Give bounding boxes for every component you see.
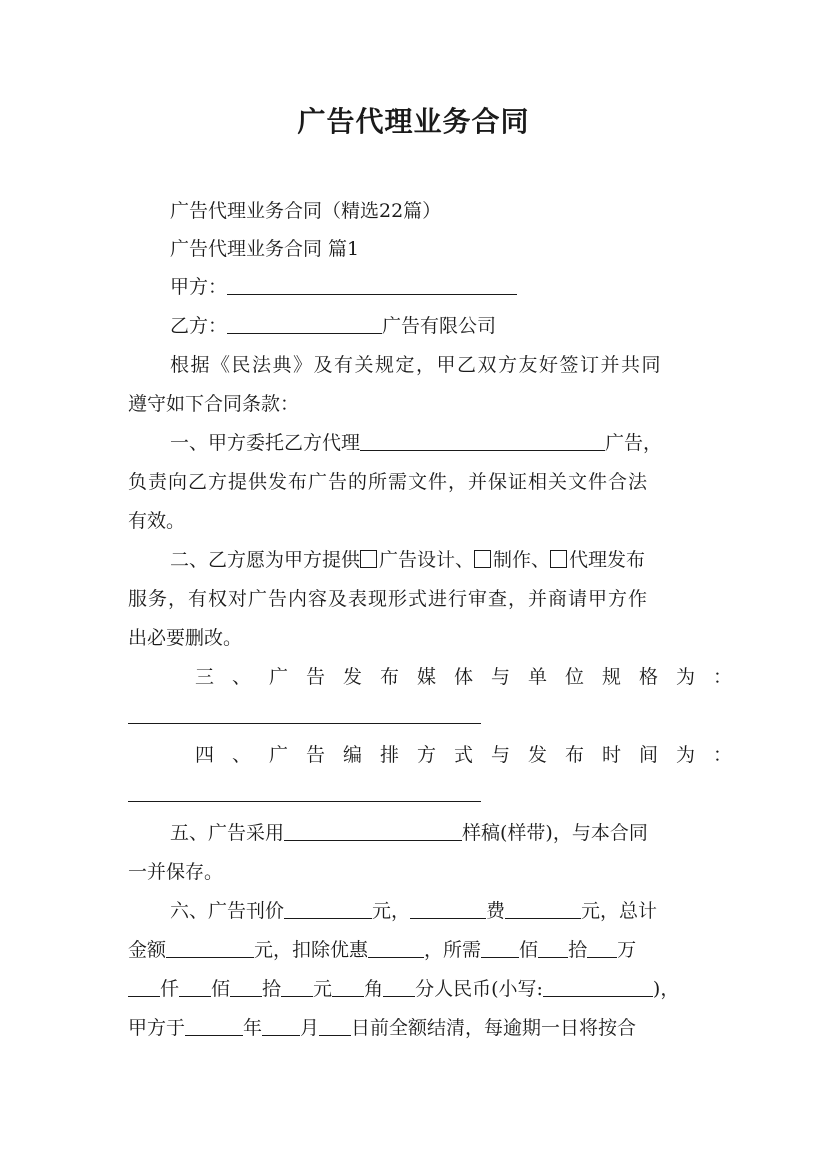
section-heading: 广告代理业务合同 篇1 xyxy=(170,238,360,260)
clause4-heading: 四、广告编排方式与发布时间为： xyxy=(195,744,751,766)
party-a-line xyxy=(170,268,745,306)
party-a-label: 甲方： xyxy=(170,276,228,298)
clause6-text: 仟 xyxy=(160,978,180,1000)
clause5-line-1 xyxy=(170,814,745,852)
clause1-blank xyxy=(360,428,605,451)
clause6-text: 拾 xyxy=(568,939,588,961)
clause6-blank xyxy=(538,935,568,958)
clause6-blank xyxy=(368,935,424,958)
clause6-text: 角 xyxy=(364,978,384,1000)
party-b-label: 乙方： xyxy=(170,315,228,337)
document-title: 广告代理业务合同 xyxy=(297,105,530,138)
clause1-line-1 xyxy=(170,424,745,462)
party-b-line xyxy=(170,307,745,345)
clause3-blank-line xyxy=(128,697,703,735)
clause6-blank xyxy=(262,1013,300,1036)
clause6-text: 万 xyxy=(617,939,637,961)
clause2-line-1 xyxy=(170,541,745,579)
clause6-text: 元 xyxy=(313,978,333,1000)
clause6-text: )， xyxy=(652,978,680,1000)
clause6-line-3 xyxy=(128,970,703,1008)
clause5-start: 五、广告采用 xyxy=(170,822,285,844)
clause6-line-1 xyxy=(170,892,745,930)
clause6-blank xyxy=(128,974,160,997)
clause6-text: 拾 xyxy=(262,978,282,1000)
intro-line-1: 根据《民法典》及有关规定，甲乙双方友好签订并共同 xyxy=(170,354,663,376)
party-a-blank xyxy=(227,272,517,295)
clause5-blank xyxy=(284,818,462,841)
clause6-blank xyxy=(410,896,486,919)
clause2-text-c: 制作、 xyxy=(493,549,551,571)
clause6-text: 费 xyxy=(486,900,506,922)
clause6-text: ，所需 xyxy=(424,939,482,961)
clause4-blank xyxy=(128,779,481,802)
clause1-line-2: 负责向乙方提供发布广告的所需文件，并保证相关文件合法 xyxy=(128,471,649,493)
clause2-text-a: 二、乙方愿为甲方提供 xyxy=(170,549,361,571)
clause6-blank xyxy=(332,974,364,997)
clause6-blank xyxy=(166,935,254,958)
clause3-blank xyxy=(128,701,481,724)
party-b-blank xyxy=(227,311,382,334)
clause6-text: 年 xyxy=(243,1017,263,1039)
subtitle: 广告代理业务合同（精选22篇） xyxy=(170,200,442,222)
clause6-text: 元，总计 xyxy=(581,900,658,922)
clause6-text: 月 xyxy=(300,1017,320,1039)
clause6-blank xyxy=(185,1013,243,1036)
checkbox-icon[interactable] xyxy=(360,550,377,568)
clause6-blank xyxy=(281,974,313,997)
clause6-text: 甲方于 xyxy=(128,1017,186,1039)
clause6-text: 佰 xyxy=(519,939,539,961)
clause4-blank-line xyxy=(128,775,703,813)
checkbox-icon[interactable] xyxy=(474,550,491,568)
clause6-text: 六、广告刊价 xyxy=(170,900,285,922)
party-b-suffix: 广告有限公司 xyxy=(382,315,497,337)
clause6-text: 金额 xyxy=(128,939,167,961)
clause3-heading: 三、广告发布媒体与单位规格为： xyxy=(195,666,751,688)
clause2-text-b: 广告设计、 xyxy=(379,549,475,571)
clause6-line-2 xyxy=(128,931,703,969)
intro-line-2: 遵守如下合同条款： xyxy=(128,393,300,415)
checkbox-icon[interactable] xyxy=(550,550,567,568)
clause6-blank xyxy=(230,974,262,997)
clause6-text: 佰 xyxy=(211,978,231,1000)
clause6-text: 元， xyxy=(372,900,411,922)
clause1-end: 广告， xyxy=(605,432,663,454)
clause2-text-d: 代理发布 xyxy=(569,549,646,571)
clause6-blank xyxy=(543,974,653,997)
clause6-blank xyxy=(284,896,372,919)
clause2-line-3: 出必要删改。 xyxy=(128,627,243,649)
clause6-text: 分人民币(小写: xyxy=(415,978,543,1000)
clause5-end: 样稿(样带)，与本合同 xyxy=(462,822,648,844)
clause6-blank xyxy=(587,935,617,958)
clause6-blank xyxy=(383,974,415,997)
clause6-blank xyxy=(505,896,581,919)
clause5-line-2: 一并保存。 xyxy=(128,861,224,883)
clause6-blank xyxy=(179,974,211,997)
clause6-blank xyxy=(319,1013,351,1036)
clause6-text: 元，扣除优惠 xyxy=(254,939,369,961)
clause1-line-3: 有效。 xyxy=(128,510,186,532)
clause2-line-2: 服务，有权对广告内容及表现形式进行审查，并商请甲方作 xyxy=(128,588,649,610)
clause1-start: 一、甲方委托乙方代理 xyxy=(170,432,361,454)
clause6-blank xyxy=(481,935,519,958)
clause6-text: 日前全额结清，每逾期一日将按合 xyxy=(351,1017,637,1039)
clause6-line-4 xyxy=(128,1009,703,1047)
